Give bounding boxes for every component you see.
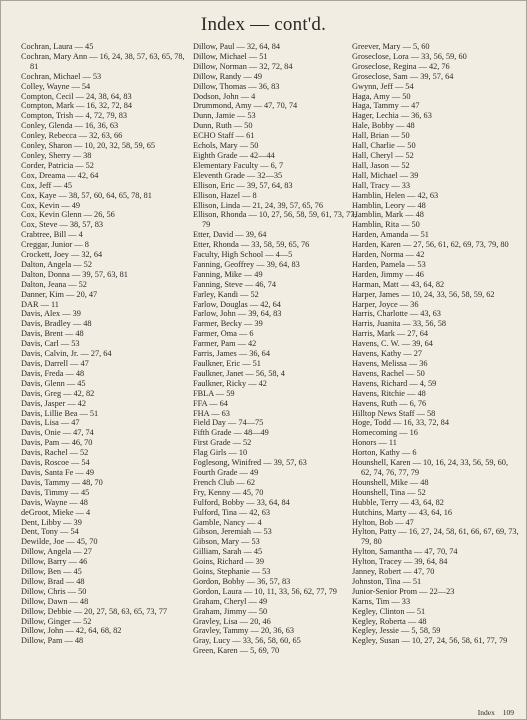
index-entry: Elementary Faculty — 6, 7 <box>193 160 284 170</box>
index-entry: Conley, Rebecca — 32, 63, 66 <box>21 131 123 141</box>
index-entry: Fanning, Mike — 49 <box>193 269 263 279</box>
index-entry: Hall, Charlie — 50 <box>352 141 416 151</box>
index-entry: Harris, Charlotte — 43, 63 <box>352 309 441 319</box>
index-entry: Dent, Libby — 39 <box>21 517 82 527</box>
index-entry: Compton, Cecil — 24, 38, 64, 83 <box>21 91 132 101</box>
index-entry: Faulkner, Eric — 51 <box>193 359 261 368</box>
index-entry: Johnston, Tina — 51 <box>352 576 422 586</box>
index-entry: FFA — 64 <box>193 398 228 408</box>
index-entry: Karns, Tim — 33 <box>352 596 411 606</box>
index-entry: Gray, Lucy — 33, 56, 58, 60, 65 <box>193 636 301 646</box>
index-entry: Hoge, Todd — 16, 33, 72, 84 <box>352 418 449 428</box>
page-title: Index — cont'd. <box>200 14 327 35</box>
index-entry: Dillow, Thomas — 36, 83 <box>193 81 280 91</box>
index-column-3 <box>352 42 520 646</box>
index-entry: Farmer, Pam — 42 <box>193 339 257 349</box>
index-entry: Dillow, Barry — 46 <box>21 557 88 567</box>
index-entry: Danner, Kim — 20, 47 <box>21 289 98 299</box>
index-entry: Davis, Lillie Bea — 51 <box>21 408 99 418</box>
index-entry: Cox, Kevin Glenn — 26, 56 <box>21 210 115 220</box>
index-entry: Hounshell, Mike — 48 <box>352 477 429 487</box>
index-entry: Fulford, Tina — 42, 63 <box>193 507 270 517</box>
index-entry: Dent, Tony — 54 <box>21 527 79 537</box>
index-entry: Dillow, Ginger — 52 <box>21 616 92 626</box>
index-entry: Hamblin, Rita — 50 <box>352 220 420 230</box>
index-entry: Dalton, Jeana — 52 <box>21 279 87 289</box>
index-entry: Groseclose, Sam — 39, 57, 64 <box>352 71 454 81</box>
index-entry: Havens, Rachel — 50 <box>352 368 425 378</box>
index-entry: Hall, Cheryl — 52 <box>352 150 414 160</box>
index-entry: Dodson, John — 4 <box>193 91 256 101</box>
index-entry: Colley, Wayne — 54 <box>21 81 91 91</box>
index-entry: Davis, Rachel — 52 <box>21 448 89 458</box>
index-entry: Goins, Stephanie — 53 <box>193 567 271 577</box>
index-entry: Hubble, Terry — 43, 64, 82 <box>352 497 444 507</box>
index-entry: Hylton, Tracey — 39, 64, 84 <box>352 557 448 567</box>
index-entry: DAR — 11 <box>21 299 59 309</box>
index-entry: Ellison, Eric — 39, 57, 64, 83 <box>193 180 293 190</box>
index-entry: Harden, Pamela — 53 <box>352 259 426 269</box>
index-entry: Harden, Norma — 42 <box>352 250 425 260</box>
index-entry: Hall, Michael — 39 <box>352 170 419 180</box>
index-entry: Conley, Sherry — 38 <box>21 150 92 160</box>
index-entry: Gamble, Nancy — 4 <box>193 517 262 527</box>
page-number: 109 <box>502 708 514 717</box>
index-entry: Conley, Sharon — 10, 20, 32, 58, 59, 65 <box>21 141 156 151</box>
index-entry: Kegley, Susan — 10, 27, 24, 56, 58, 61, 77, 79 <box>352 636 508 646</box>
index-entry: Davis, Freda — 48 <box>21 368 85 378</box>
index-entry: Haga, Amy — 50 <box>352 91 411 101</box>
index-entry: Cochran, Laura — 45 <box>21 42 94 51</box>
index-entry: Fourth Grade — 49 <box>193 467 259 477</box>
index-entry: Flag Girls — 10 <box>193 448 248 458</box>
index-entry: Gibson, Mary — 53 <box>193 537 260 547</box>
index-entry: Ellison, Hazel — 8 <box>193 190 257 200</box>
index-column-2 <box>193 42 358 656</box>
index-entry: Honors — 11 <box>352 438 397 448</box>
index-entry: Fifth Grade — 48—49 <box>193 428 269 438</box>
index-entry: Davis, Calvin, Jr. — 27, 64 <box>21 349 112 359</box>
index-entry: Faulkner, Ricky — 42 <box>193 378 267 388</box>
index-entry: ECHO Staff — 61 <box>193 131 255 141</box>
index-entry: FHA — 63 <box>193 408 230 418</box>
index-entry: Harden, Jimmy — 46 <box>352 269 424 279</box>
index-entry: Dillow, Chris — 50 <box>21 586 87 596</box>
index-entry: Davis, Brent — 48 <box>21 329 84 339</box>
index-entry: Hale, Bobby — 48 <box>352 121 415 131</box>
index-entry: Eighth Grade — 42—44 <box>193 150 275 160</box>
index-entry: Harden, Amanda — 51 <box>352 230 429 240</box>
index-entry: Faculty, High School — 4—5 <box>193 250 293 260</box>
index-entry: Compton, Mark — 16, 32, 72, 84 <box>21 101 133 111</box>
index-entry: Davis, Darrell — 47 <box>21 359 89 368</box>
index-entry: deGroot, Mieke — 4 <box>21 507 91 517</box>
index-entry: Field Day — 74—75 <box>193 418 264 428</box>
index-entry: Davis, Santa Fe — 49 <box>21 467 95 477</box>
index-entry: Kegley, Clinton — 51 <box>352 606 426 616</box>
index-entry: Havens, Ruth — 6, 76 <box>352 398 427 408</box>
index-entry: Davis, Glenn — 45 <box>21 378 86 388</box>
index-entry: Kegley, Jessie — 5, 58, 59 <box>352 626 441 636</box>
index-entry: Drummond, Amy — 47, 70, 74 <box>193 101 298 111</box>
index-entry: Dillow, Brad — 48 <box>21 576 85 586</box>
index-entry: Harper, James — 10, 24, 33, 56, 58, 59, 62 <box>352 289 495 299</box>
index-entry: Davis, Lisa — 47 <box>21 418 80 428</box>
index-entry: Greever, Mary — 5, 60 <box>352 42 430 51</box>
page-footer <box>472 708 514 717</box>
index-entry: Farlow, John — 39, 64, 83 <box>193 309 282 319</box>
index-entry: Dillow, Dawn — 48 <box>21 596 89 606</box>
index-entry: Gravley, Tammy — 20, 36, 63 <box>193 626 295 636</box>
index-entry: Harman, Matt — 43, 64, 82 <box>352 279 445 289</box>
index-entry: Corder, Patricia — 52 <box>21 160 94 170</box>
index-entry: Hall, Brian — 50 <box>352 131 410 141</box>
index-entry: Cox, Dreama — 42, 64 <box>21 170 99 180</box>
index-entry: Hounshell, Tina — 52 <box>352 487 426 497</box>
index-entry: Hutchins, Marty — 43, 64, 16 <box>352 507 453 517</box>
index-entry: Dillow, Norman — 32, 72, 84 <box>193 61 293 71</box>
index-entry: Dillow, Paul — 32, 64, 84 <box>193 42 281 51</box>
index-entry: Hall, Tracy — 33 <box>352 180 411 190</box>
index-entry: Cox, Kaye — 38, 57, 60, 64, 65, 78, 81 <box>21 190 152 200</box>
index-entry: Dillow, Angela — 27 <box>21 547 92 557</box>
index-entry: Fry, Kenny — 45, 70 <box>193 487 264 497</box>
index-entry: Dewilde, Joe — 45, 70 <box>21 537 98 547</box>
index-entry: Hager, Lechia — 36, 63 <box>352 111 432 121</box>
index-entry: Havens, Ritchie — 48 <box>352 388 426 398</box>
index-entry: Janney, Robert — 47, 70 <box>352 567 435 577</box>
index-entry: Crabtree, Bill — 4 <box>21 230 83 240</box>
index-entry: Graham, Jimmy — 50 <box>193 606 268 616</box>
index-entry: Kegley, Roberta — 48 <box>352 616 427 626</box>
index-entry: Crockett, Joey — 32, 64 <box>21 250 103 260</box>
index-entry: Junior-Senior Prom — 22—23 <box>352 586 455 596</box>
index-entry: Hamblin, Leory — 48 <box>352 200 426 210</box>
index-entry: Dillow, Pam — 48 <box>21 636 84 646</box>
index-entry: Conley, Glenda — 16, 36, 63 <box>21 121 119 131</box>
index-entry: Dillow, Debbie — 20, 27, 58, 63, 65, 73, 77 <box>21 606 168 616</box>
index-entry: Foglesong, Winifred — 39, 57, 63 <box>193 458 307 468</box>
index-entry: Green, Karen — 5, 69, 70 <box>193 646 280 656</box>
index-entry: Dillow, John — 42, 64, 68, 82 <box>21 626 122 636</box>
index-entry: French Club — 62 <box>193 477 255 487</box>
index-entry: Farmer, Becky — 39 <box>193 319 263 329</box>
index-entry: Farlow, Douglas — 42, 64 <box>193 299 281 309</box>
index-entry: Harris, Juanita — 33, 56, 58 <box>352 319 447 329</box>
index-entry: Farris, James — 36, 64 <box>193 349 270 359</box>
index-entry: Homecoming — 16 <box>352 428 418 438</box>
index-entry: Cochran, Mary Ann — 16, 24, 38, 57, 63, 65, 78, 81 <box>21 51 185 71</box>
index-entry: Harris, Mark — 27, 64 <box>352 329 429 339</box>
index-entry: Davis, Tammy — 48, 70 <box>21 477 103 487</box>
index-entry: Gibson, Jeremiah — 53 <box>193 527 272 537</box>
index-entry: Ellison, Linda — 21, 24, 39, 57, 65, 76 <box>193 200 323 210</box>
index-entry: First Grade — 52 <box>193 438 252 448</box>
index-entry: Davis, Pam — 46, 70 <box>21 438 93 448</box>
index-entry: Gordon, Laura — 10, 11, 33, 56, 62, 77, 79 <box>193 586 337 596</box>
index-entry: Horton, Kathy — 6 <box>352 448 417 458</box>
index-entry: Farley, Kandi — 52 <box>193 289 259 299</box>
index-entry: FBLA — 59 <box>193 388 235 398</box>
index-entry: Gravley, Lisa — 20, 46 <box>193 616 271 626</box>
index-entry: Harper, Joyce — 36 <box>352 299 419 309</box>
index-entry: Havens, Melissa — 36 <box>352 359 428 368</box>
index-entry: Cox, Jeff — 45 <box>21 180 73 190</box>
index-entry: Dillow, Michael — 51 <box>193 51 268 61</box>
index-entry: Hilltop News Staff — 58 <box>352 408 436 418</box>
index-entry: Cochran, Michael — 53 <box>21 71 102 81</box>
index-entry: Cox, Steve — 38, 57, 83 <box>21 220 104 230</box>
index-entry: Davis, Jasper — 42 <box>21 398 86 408</box>
index-entry: Davis, Onie — 47, 74 <box>21 428 94 438</box>
index-entry: Hylton, Samantha — 47, 70, 74 <box>352 547 458 557</box>
index-entry: Gordon, Bobby — 36, 57, 83 <box>193 576 291 586</box>
index-entry: Davis, Alex — 39 <box>21 309 81 319</box>
index-entry: Fulford, Bobby — 33, 64, 84 <box>193 497 290 507</box>
index-entry: Davis, Greg — 42, 82 <box>21 388 95 398</box>
index-entry: Hall, Jason — 52 <box>352 160 410 170</box>
index-entry: Dunn, Ruth — 50 <box>193 121 253 131</box>
index-column-1 <box>21 42 186 646</box>
index-entry: Etter, David — 39, 64 <box>193 230 267 240</box>
index-entry: Hamblin, Helen — 42, 63 <box>352 190 439 200</box>
index-entry: Goins, Richard — 39 <box>193 557 264 567</box>
index-entry: Hylton, Bob — 47 <box>352 517 414 527</box>
index-entry: Dunn, Jamie — 53 <box>193 111 256 121</box>
index-entry: Groseclose, Regina — 42, 76 <box>352 61 450 71</box>
index-entry: Etter, Rhonda — 33, 58, 59, 65, 76 <box>193 240 310 250</box>
index-entry: Davis, Roscoe — 54 <box>21 458 90 468</box>
index-entry: Davis, Bradley — 48 <box>21 319 92 329</box>
index-entry: Farmer, Oma — 6 <box>193 329 254 339</box>
index-entry: Davis, Carl — 53 <box>21 339 80 349</box>
index-entry: Ellison, Rhonda — 10, 27, 56, 58, 59, 61, 73, 77, 79 <box>193 210 357 230</box>
index-entry: Dillow, Ben — 45 <box>21 567 82 577</box>
index-entry: Groseclose, Lora — 33, 56, 59, 60 <box>352 51 467 61</box>
index-entry: Hounshell, Karen — 10, 16, 24, 33, 56, 59, 60, 62, 74, 76, 77, 79 <box>352 458 509 477</box>
index-entry: Cox, Kevin — 49 <box>21 200 80 210</box>
index-entry: Hamblin, Mark — 48 <box>352 210 424 220</box>
index-entry: Dillow, Randy — 49 <box>193 71 263 81</box>
index-entry: Fanning, Geoffrey — 39, 64, 83 <box>193 259 300 269</box>
index-entry: Gwynn, Jeff — 54 <box>352 81 414 91</box>
index-entry: Havens, Kathy — 27 <box>352 349 423 359</box>
index-entry: Eleventh Grade — 32—35 <box>193 170 283 180</box>
index-entry: Haga, Tammy — 47 <box>352 101 420 111</box>
index-entry: Faulkner, Janet — 56, 58, 4 <box>193 368 285 378</box>
index-entry: Compton, Trish — 4, 72, 79, 83 <box>21 111 128 121</box>
index-entry: Davis, Timmy — 45 <box>21 487 90 497</box>
index-entry: Dalton, Angela — 52 <box>21 259 92 269</box>
index-entry: Creggar, Junior — 8 <box>21 240 89 250</box>
index-entry: Havens, C. W. — 39, 64 <box>352 339 433 349</box>
index-entry: Graham, Cheryl — 49 <box>193 596 268 606</box>
index-entry: Dalton, Donna — 39, 57, 63, 81 <box>21 269 128 279</box>
index-entry: Fanning, Steve — 46, 74 <box>193 279 276 289</box>
index-entry: Echols, Mary — 50 <box>193 141 259 151</box>
index-entry: Davis, Wayne — 48 <box>21 497 88 507</box>
footer-label: Index <box>477 708 495 717</box>
index-entry: Hylton, Patty — 16, 27, 24, 58, 61, 66, 67, 69, 73, 79, 80 <box>352 527 519 547</box>
index-entry: Havens, Richard — 4, 59 <box>352 378 437 388</box>
index-entry: Harden, Karen — 27, 56, 61, 62, 69, 73, 79, 80 <box>352 240 509 250</box>
index-entry: Gilliam, Sarah — 45 <box>193 547 263 557</box>
